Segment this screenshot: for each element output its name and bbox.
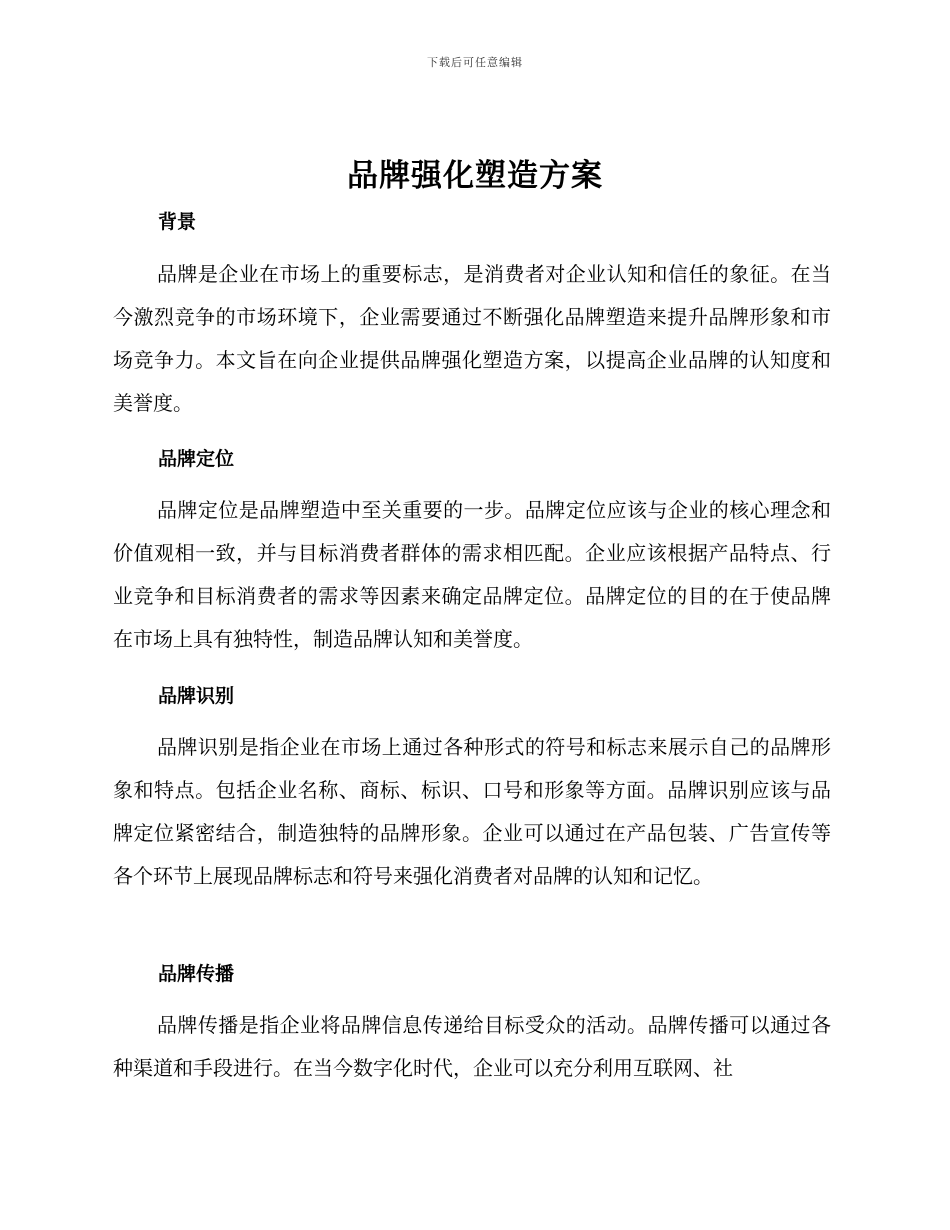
section-body-communication: 品牌传播是指企业将品牌信息传递给目标受众的活动。品牌传播可以通过各种渠道和手段进行。在当今数字化时代，企业可以充分利用互联网、社 [113,1013,831,1080]
section-body-background: 品牌是企业在市场上的重要标志，是消费者对企业认知和信任的象征。在当今激烈竞争的市场环境下，企业需要通过不断强化品牌塑造来提升品牌形象和市场竞争力。本文旨在向企业提供品牌强化塑造方案，以提高企业品牌的认知度和美誉度。 [113,262,831,415]
section-heading-communication: 品牌传播 [158,963,235,985]
document-title: 品牌强化塑造方案 [347,158,603,194]
section-heading-positioning: 品牌定位 [158,448,235,470]
section-heading-identity: 品牌识别 [158,685,235,707]
section-body-positioning: 品牌定位是品牌塑造中至关重要的一步。品牌定位应该与企业的核心理念和价值观相一致，并与目标消费者群体的需求相匹配。企业应该根据产品特点、行业竞争和目标消费者的需求等因素来确定品牌定位。品牌定位的目的在于使品牌在市场上具有独特性，制造品牌认知和美誉度。 [113,498,831,651]
section-heading-background: 背景 [158,211,197,233]
page-header: 下载后可任意编辑 [427,56,523,69]
section-body-identity: 品牌识别是指企业在市场上通过各种形式的符号和标志来展示自己的品牌形象和特点。包括企业名称、商标、标识、口号和形象等方面。品牌识别应该与品牌定位紧密结合，制造独特的品牌形象。企业可以通过在产品包装、广告宣传等各个环节上展现品牌标志和符号来强化消费者对品牌的认知和记忆。 [113,735,831,888]
